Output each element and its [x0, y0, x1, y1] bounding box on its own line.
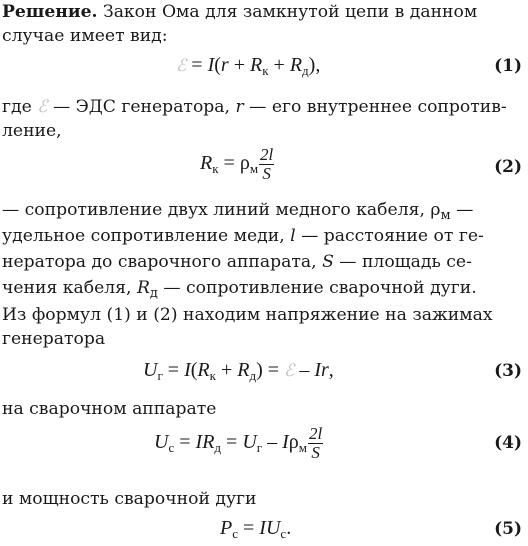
- intro-text: Закон Ома для замкнутой цепи в данном: [97, 2, 478, 22]
- para3-line-5: Из формул (1) и (2) находим напряжение на зажимах: [2, 305, 493, 325]
- equation-1-number: (1): [494, 56, 522, 76]
- para3-line-4: чения кабеля, $R_д$ — сопротивление сварочной дуги.: [2, 278, 477, 301]
- emf-symbol: ℰ: [37, 97, 48, 117]
- intro-line-2: случае имеет вид:: [2, 26, 168, 46]
- para5-line-1: и мощность сварочной дуги: [2, 489, 257, 509]
- para3-line-2: удельное сопротивление меди, l — расстояние от ге-: [2, 226, 484, 246]
- rho-symbol: ρ: [288, 431, 299, 454]
- emf-symbol: ℰ: [176, 56, 187, 76]
- para2-line-1: где ℰ — ЭДС генератора, r — его внутреннее сопротив-: [2, 97, 507, 117]
- equation-3-number: (3): [494, 361, 522, 381]
- fraction-2l-over-s: $\frac{2l}{S}$: [309, 424, 323, 462]
- para3-line-6: генератора: [2, 329, 106, 349]
- equation-4-number: (4): [494, 433, 522, 453]
- fraction-2l-over-s: $\frac{2l}{S}$: [260, 145, 274, 183]
- equation-5: $P_с = IU_с$.: [220, 517, 292, 541]
- equation-2: $R_к = \rho_м$ $\frac{2l}{S}$: [200, 145, 274, 183]
- equation-2-number: (2): [494, 157, 522, 177]
- para2-line-2: ление,: [2, 121, 62, 141]
- emf-symbol: ℰ: [284, 361, 295, 381]
- rho-symbol: ρ: [239, 152, 250, 175]
- equation-4: $U_с = IR_д = U_г - I\rho_м$ $\frac{2l}{S}$: [154, 424, 323, 462]
- para3-line-1: — сопротивление двух линий медного кабеля, $\rho_м$ —: [2, 200, 474, 223]
- para4-line-1: на сварочном аппарате: [2, 399, 217, 419]
- equation-3: $U_г = I(R_к + R_д)$ = ℰ – Ir,: [143, 359, 334, 383]
- solution-heading: Решение.: [2, 2, 98, 22]
- para3-line-3: нератора до сварочного аппарата, S — площадь се-: [2, 252, 472, 272]
- equation-1: ℰ = $I(r + R_к + R_д)$,: [176, 54, 321, 78]
- intro-line-1: [2, 1, 477, 23]
- equation-5-number: (5): [494, 519, 522, 539]
